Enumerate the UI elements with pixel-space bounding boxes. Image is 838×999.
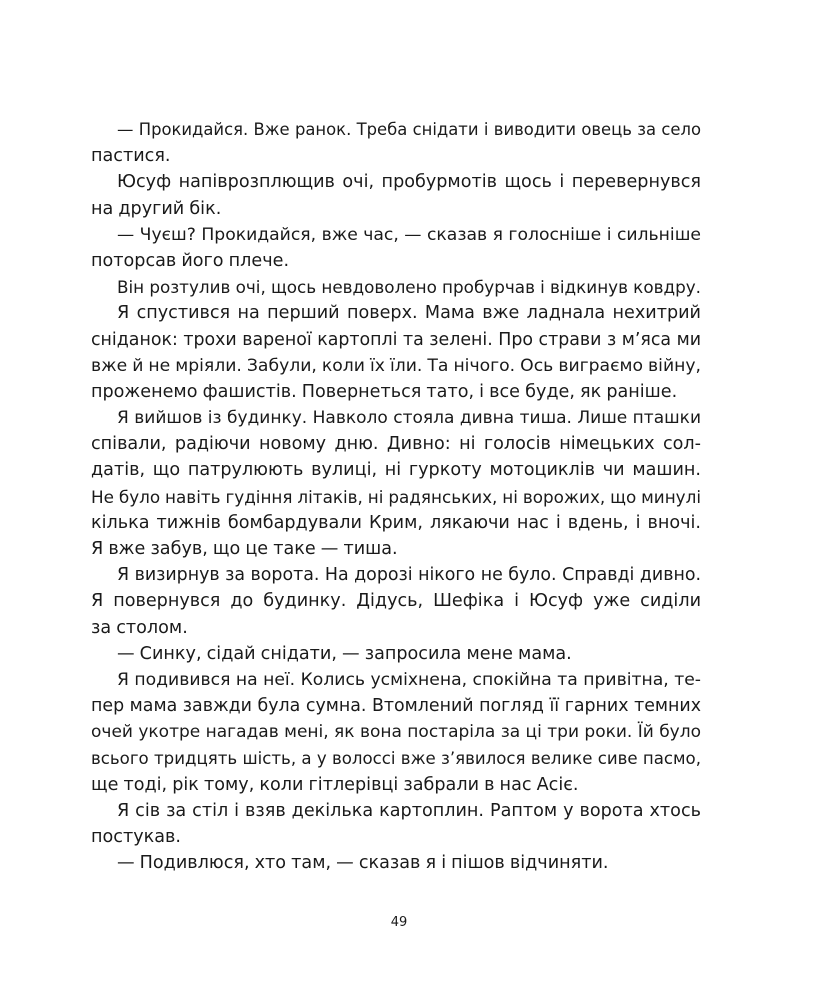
text-line: Я визирнув за ворота. На дорозі нікого не було. Справді дивно. [117,565,701,586]
text-line: поторсав його плече. [91,250,290,271]
text-line: очей укотре нагадав мені, як вона постаріла за ці три роки. Їй було [91,722,701,743]
text-line: — Синку, сідай снідати, — запросила мене мама. [117,643,572,664]
text-line: постукав. [91,827,181,848]
text-line: вже й не мріяли. Забули, коли їх їли. Та нічого. Ось виграємо війну, [91,355,701,376]
text-line: Юсуф напіврозплющив очі, пробурмотів щось і перевернувся [117,172,701,193]
text-line: на другий бік. [91,198,222,219]
text-line: за столом. [91,617,188,638]
text-line: — Чуєш? Прокидайся, вже час, — сказав я голосніше і сильніше [117,224,701,245]
text-line: датів, що патрулюють вулиці, ні гуркоту мотоциклів чи машин. [91,460,701,481]
text-line: сніданок: трохи вареної картоплі та зелені. Про страви з м’яса ми [91,329,701,350]
text-line: пастися. [91,146,171,167]
text-line: Я вже забув, що це таке — тиша. [91,539,398,559]
text-line: Не було навіть гудіння літаків, ні радянських, ні ворожих, що минулі [91,486,701,507]
text-line: — Прокидайся. Вже ранок. Треба снідати і виводити овець за село [117,120,701,139]
text-line: Я спустився на перший поверх. Мама вже ладнала нехитрий [117,303,701,324]
text-line: Я сів за стіл і взяв декілька картоплин. Раптом у ворота хтось [117,800,701,821]
text-line: — Подивлюся, хто там, — сказав я і пішов відчиняти. [117,853,609,874]
text-line: кілька тижнів бомбардували Крим, лякаючи нас і вдень, і вночі. [91,512,701,533]
text-line: Я подивився на неї. Колись усміхнена, спокійна та привітна, те- [117,669,701,690]
text-line: ще тоді, рік тому, коли гітлерівці забрали в нас Асіє. [91,774,579,795]
text-line: всього тридцять шість, а у волоссі вже з’явилося велике сиве пасмо, [91,748,701,768]
text-line: пер мама завжди була сумна. Втомлений погляд її гарних темних [91,696,701,717]
text-line: проженемо фашистів. Повернеться тато, і все буде, як раніше. [91,381,678,402]
text-line: Я вийшов із будинку. Навколо стояла дивна тиша. Лише пташки [117,408,701,429]
body-text [91,117,701,876]
text-line: Я повернувся до будинку. Дідусь, Шефіка і Юсуф уже сиділи [91,591,701,612]
page-number: 49 [390,915,408,930]
text-line: Він розтулив очі, щось невдоволено пробурчав і відкинув ковдру. [117,277,701,298]
text-line: співали, радіючи новому дню. Дивно: ні голосів німецьких сол- [91,434,701,455]
